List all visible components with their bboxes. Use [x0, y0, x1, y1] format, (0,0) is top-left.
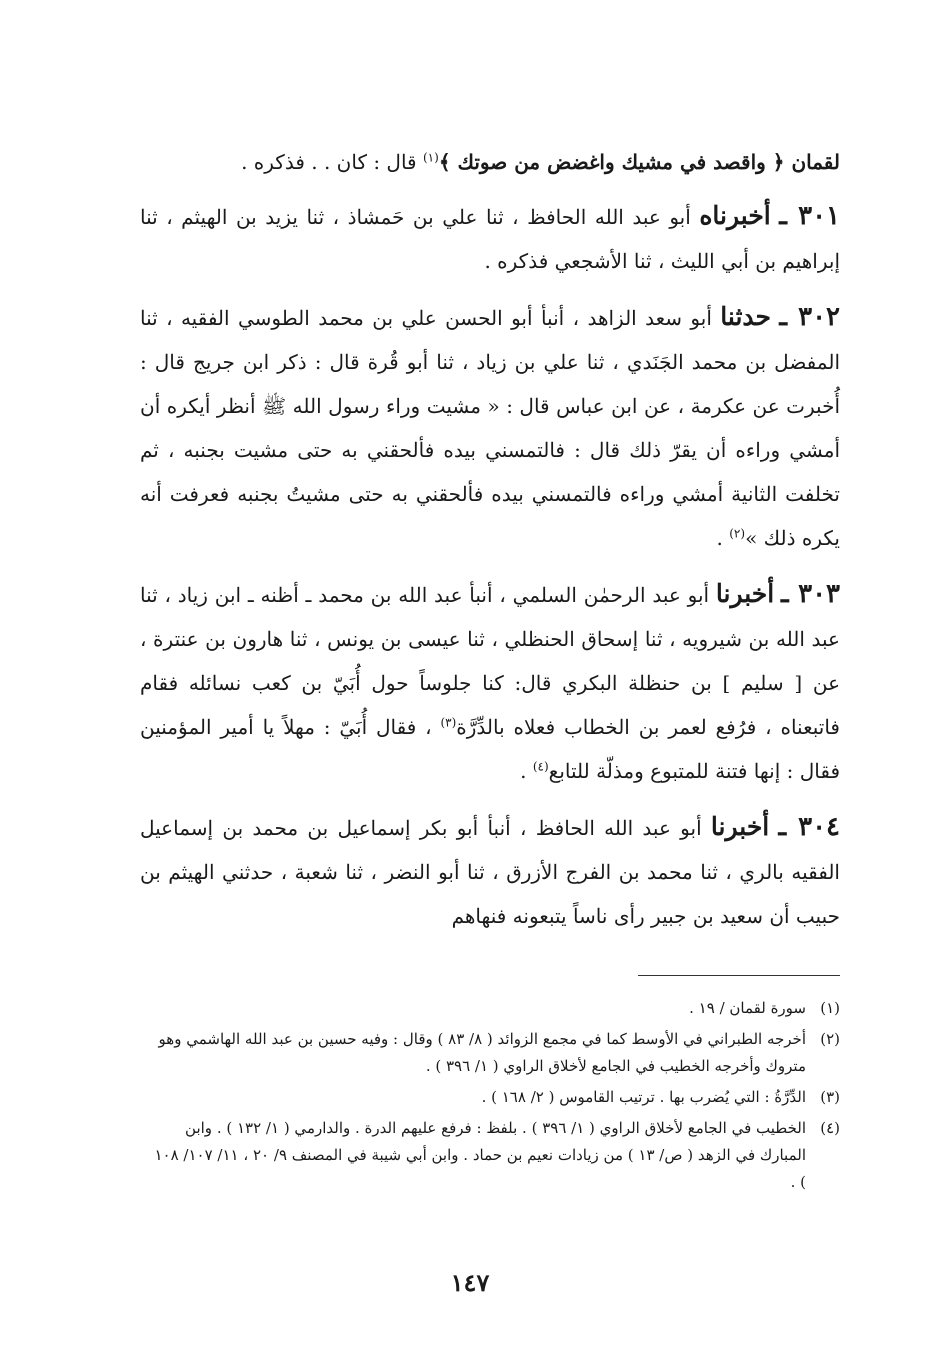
- hadith-text: أبو سعد الزاهد ، أنبأ أبو الحسن علي بن محمد الطوسي الفقيه ، ثنا المفضل بن محمد الجَنَدي ، ثنا علي بن زياد ، ثنا أبو قُرة قال : ذكر ابن جريج قال : أُخبرت عن عكرمة ، عن ابن عباس قال : « مشيت وراء رسول الله ﷺ أنظر أيكره أن أمشي وراءه أن يقرّ ذلك قال : فالتمسني بيده فألحقني به حتى مشيت بجنبه ، ثم تخلفت الثانية أمشي وراءه فالتمسني بيده فألحقني به حتى مشيتُ بجنبه فعرفت أنه يكره ذلك »: [140, 306, 841, 550]
- quran-verse: لقمان ﴿ واقصد في مشيك واغضض من صوتك ﴾: [438, 150, 840, 174]
- footnote-1: [148, 995, 840, 1022]
- footnote-text: سورة لقمان / ١٩ .: [689, 999, 806, 1017]
- paragraph-intro: [140, 140, 840, 184]
- hadith-text: أبو عبد الرحمٰن السلمي ، أنبأ عبد الله بن محمد ـ أظنه ـ ابن زياد ، ثنا عبد الله بن شيرويه ، ثنا إسحاق الحنظلي ، ثنا عيسى بن يونس ، ثنا هارون بن عنترة ، عن [ سليم ] بن حنظلة البكري قال: كنا جلوساً حول أُبَيّ بن كعب نسائله فقام فاتبعناه ، فرُفع لعمر بن الخطاب فعلاه بالدِّرَّة: [140, 583, 840, 739]
- footnote-ref-3: (٣): [440, 715, 457, 730]
- footnote-number: (٣): [820, 1088, 840, 1106]
- footnotes: [148, 995, 840, 1200]
- footnote-ref-1: (١): [422, 150, 439, 165]
- hadith-lead-word: أخبرنا: [710, 812, 770, 841]
- footnote-number: (١): [820, 999, 840, 1017]
- hadith-tail: .: [716, 526, 730, 550]
- footnote-text: الدِّرَّةُ : التي يُضرب بها . ترتيب القاموس ( ٢/ ١٦٨ ) .: [481, 1088, 806, 1106]
- footnote-ref-4: (٤): [532, 759, 549, 774]
- footnote-number: (٤): [820, 1119, 840, 1137]
- footnote-3: [148, 1084, 840, 1111]
- hadith-302: [140, 295, 840, 560]
- footnote-ref-2: (٢): [729, 526, 746, 541]
- hadith-number: ٣٠٣ ـ: [781, 579, 841, 609]
- hadith-301: [140, 194, 840, 283]
- hadith-number: ٣٠٤ ـ: [778, 812, 841, 842]
- hadith-tail-2: .: [520, 759, 533, 783]
- hadith-303: [140, 572, 840, 793]
- footnote-text: الخطيب في الجامع لأخلاق الراوي ( ١/ ٣٩٦ ) . بلفظ : فرفع عليهم الدرة . والدارمي ( ١/ ١٣٢ ) . وابن المبارك في الزهد ( ص/ ١٣ ) من زيادات نعيم بن حماد . وابن أبي شيبة في المصنف ٩/ ٢٠ ، ١١/ ١٠٧/ ١٠٨ ) .: [154, 1119, 806, 1191]
- hadith-number: ٣٠١ ـ: [779, 201, 841, 231]
- hadith-text: أبو عبد الله الحافظ ، أنبأ أبو بكر إسماعيل بن محمد بن إسماعيل الفقيه بالري ، ثنا محمد بن الفرج الأزرق ، ثنا أبو النضر ، ثنا شعبة ، حدثني الهيثم بن حبيب أن سعيد بن جبير رأى ناساً يتبعونه فنهاهم: [140, 816, 840, 928]
- hadith-number: ٣٠٢ ـ: [779, 302, 841, 332]
- main-text: [140, 140, 840, 950]
- footnote-2: [148, 1026, 840, 1080]
- footnote-text: أخرجه الطبراني في الأوسط كما في مجمع الزوائد ( ٨/ ٨٣ ) وقال : وفيه حسين بن عبد الله الهاشمي وهو متروك وأخرجه الخطيب في الجامع لأخلاق الراوي ( ١/ ٣٩٦ ) .: [158, 1030, 806, 1075]
- hadith-lead-word: أخبرناه: [699, 201, 771, 230]
- hadith-lead-word: أخبرنا: [715, 579, 775, 608]
- paragraph-tail: قال : كان . . فذكره .: [241, 150, 423, 174]
- hadith-304: [140, 805, 840, 938]
- footnote-4: [148, 1115, 840, 1196]
- hadith-lead-word: حدثنا: [720, 302, 771, 331]
- footnote-divider: [638, 975, 840, 976]
- hadith-text: أبو عبد الله الحافظ ، ثنا علي بن حَمشاذ ، ثنا يزيد بن الهيثم ، ثنا إبراهيم بن أبي الليث ، ثنا الأشجعي فذكره .: [140, 205, 840, 273]
- page-number: ١٤٧: [450, 1268, 490, 1297]
- hadith-tail: ، فقال أُبَيّ : مهلاً يا أمير المؤمنين فقال : إنها فتنة للمتبوع ومذلّة للتابع: [140, 715, 840, 783]
- footnote-number: (٢): [820, 1030, 840, 1048]
